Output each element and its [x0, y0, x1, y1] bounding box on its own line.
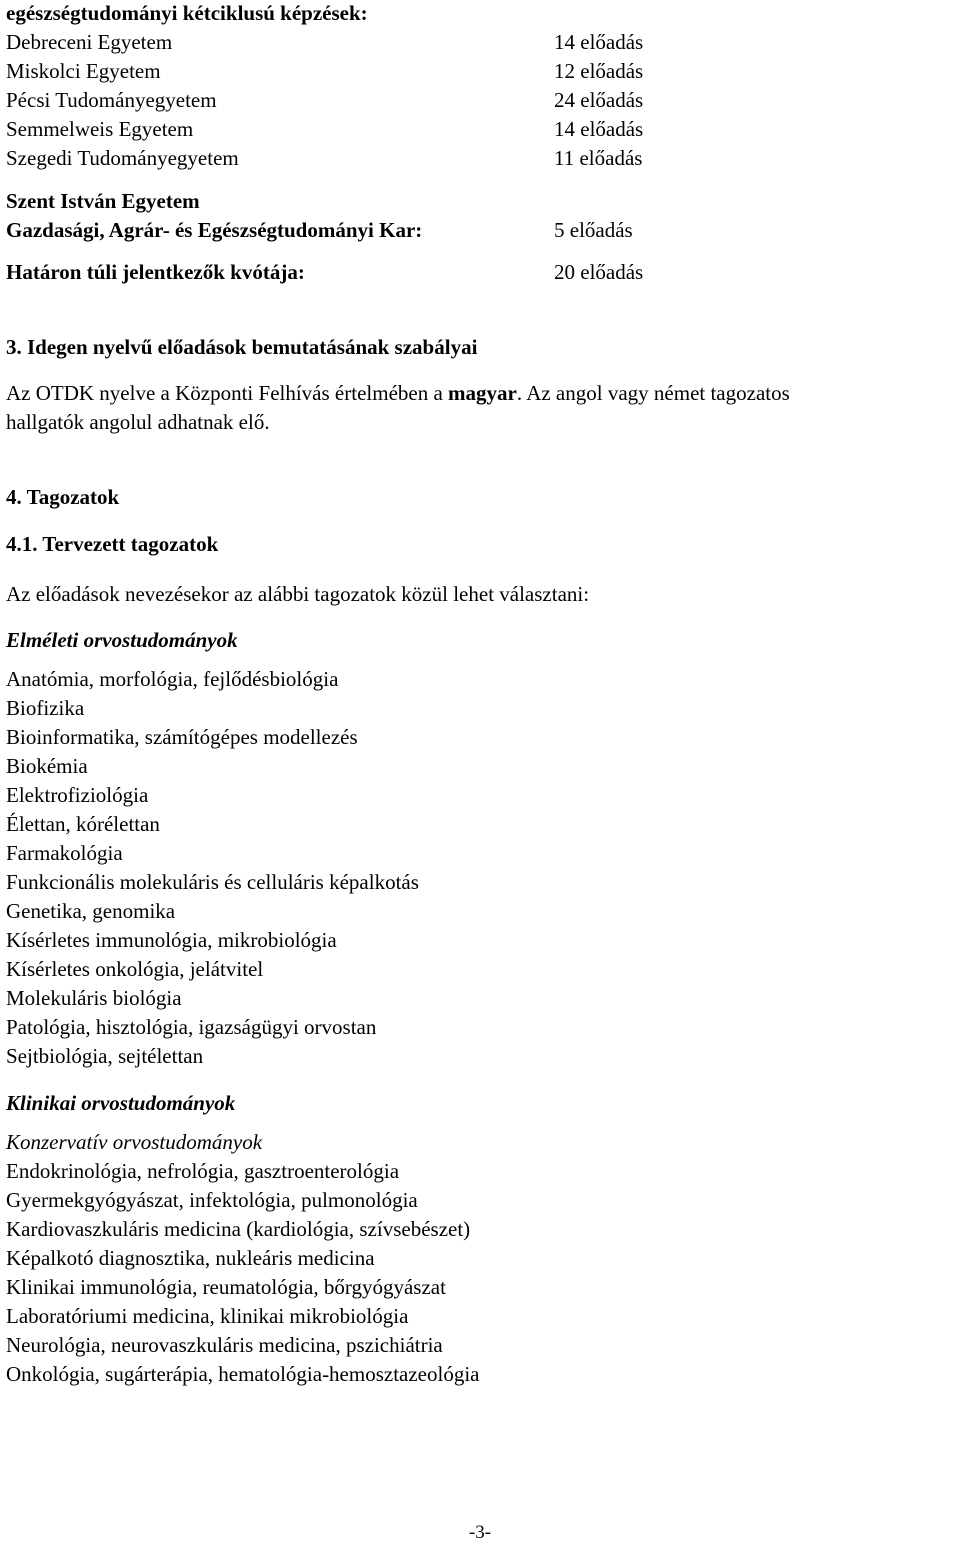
quota-row: [6, 57, 956, 86]
list-item: Molekuláris biológia: [6, 986, 182, 1010]
quota-row: [6, 28, 956, 57]
quota-row: [6, 144, 956, 173]
section-4-intro: Az előadások nevezésekor az alábbi tagozatok közül lehet választani:: [6, 582, 590, 606]
elmeleti-title: Elméleti orvostudományok: [6, 628, 238, 652]
language-magyar: magyar: [448, 381, 517, 405]
hataron-label: Határon túli jelentkezők kvótája:: [6, 260, 305, 284]
list-item: Elektrofiziológia: [6, 783, 149, 807]
list-item: Patológia, hisztológia, igazságügyi orvostan: [6, 1015, 377, 1039]
quota-name: Debreceni Egyetem: [6, 30, 173, 54]
szent-istvan-faculty: Gazdasági, Agrár- és Egészségtudományi Kar:: [6, 218, 423, 242]
section-3-text-cont: . Az angol vagy német tagozatos: [516, 381, 790, 405]
quota-name: Szegedi Tudományegyetem: [6, 146, 239, 170]
quota-value: 14 előadás: [554, 117, 644, 141]
quota-name: Pécsi Tudományegyetem: [6, 88, 217, 112]
szent-istvan-row: [6, 187, 956, 245]
list-item: Képalkotó diagnosztika, nukleáris medicina: [6, 1246, 375, 1270]
szent-istvan-value: 5 előadás: [554, 218, 633, 242]
list-item: Funkcionális molekuláris és celluláris képalkotás: [6, 870, 419, 894]
list-item: Neurológia, neurovaszkuláris medicina, pszichiátria: [6, 1333, 443, 1357]
quota-value: 12 előadás: [554, 59, 644, 83]
document-page: [6, 0, 956, 1389]
quota-row: [6, 86, 956, 115]
quota-value: 11 előadás: [554, 146, 643, 170]
elmeleti-list: [6, 665, 956, 1071]
list-item: Farmakológia: [6, 841, 123, 865]
quota-list: [6, 28, 956, 173]
section-3-heading: 3. Idegen nyelvű előadások bemutatásának szabályai: [6, 335, 478, 359]
hataron-row: [6, 258, 956, 287]
hataron-value: 20 előadás: [554, 260, 644, 284]
list-item: Kísérletes immunológia, mikrobiológia: [6, 928, 337, 952]
list-item: Biofizika: [6, 696, 85, 720]
list-item: Klinikai immunológia, reumatológia, bőrgyógyászat: [6, 1275, 446, 1299]
list-item: Bioinformatika, számítógépes modellezés: [6, 725, 358, 749]
list-item: Laboratóriumi medicina, klinikai mikrobiológia: [6, 1304, 409, 1328]
section-4-1-heading: 4.1. Tervezett tagozatok: [6, 532, 219, 556]
quota-name: Semmelweis Egyetem: [6, 117, 194, 141]
quota-value: 14 előadás: [554, 30, 644, 54]
quota-row: [6, 115, 956, 144]
section-3-text: Az OTDK nyelve a Központi Felhívás értelmében a: [6, 381, 449, 405]
list-item: Genetika, genomika: [6, 899, 176, 923]
konzervativ-list: [6, 1157, 956, 1389]
page-number: -3-: [468, 1522, 492, 1543]
list-item: Gyermekgyógyászat, infektológia, pulmonológia: [6, 1188, 418, 1212]
szent-istvan-name: Szent István Egyetem: [6, 189, 200, 213]
list-item: Sejtbiológia, sejtélettan: [6, 1044, 204, 1068]
section-4-heading: 4. Tagozatok: [6, 485, 120, 509]
quota-value: 24 előadás: [554, 88, 644, 112]
konzervativ-title: Konzervatív orvostudományok: [6, 1130, 263, 1154]
list-item: Élettan, kórélettan: [6, 812, 160, 836]
section-3-paragraph: [6, 379, 956, 437]
list-item: Biokémia: [6, 754, 88, 778]
intro-heading: egészségtudományi kétciklusú képzések:: [6, 1, 368, 25]
list-item: Anatómia, morfológia, fejlődésbiológia: [6, 667, 339, 691]
quota-name: Miskolci Egyetem: [6, 59, 161, 83]
list-item: Kardiovaszkuláris medicina (kardiológia, szívsebészet): [6, 1217, 471, 1241]
list-item: Endokrinológia, nefrológia, gasztroenterológia: [6, 1159, 400, 1183]
klinikai-title: Klinikai orvostudományok: [6, 1091, 236, 1115]
list-item: Kísérletes onkológia, jelátvitel: [6, 957, 264, 981]
list-item: Onkológia, sugárterápia, hematológia-hemosztazeológia: [6, 1362, 480, 1386]
section-3-text-line2: hallgatók angolul adhatnak elő.: [6, 410, 270, 434]
